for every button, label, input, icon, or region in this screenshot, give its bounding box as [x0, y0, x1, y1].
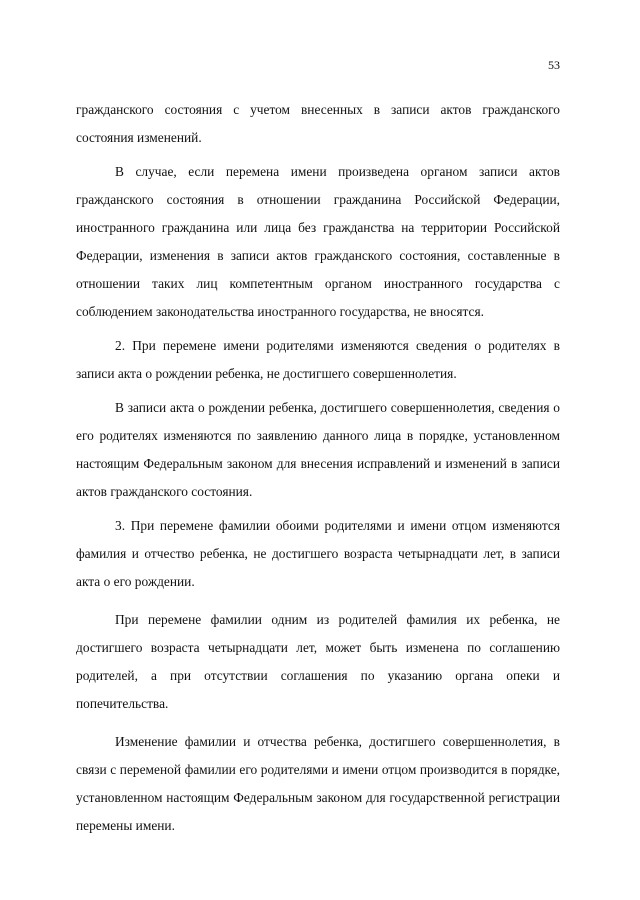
paragraph-one-parent-surname: При перемене фамилии одним из родителей фамилия их ребенка, не достигшего возраста четырнадцати лет, может быть изменена по соглашению родителей, а при отсутствии соглашения по указанию органа опеки и попечительства.	[76, 612, 560, 711]
paragraph-name-change-foreign: В случае, если перемена имени произведена органом записи актов гражданского состояния в отношении гражданина Российской Федерации, иностранного гражданина или лица без гражданства на территории Российской Федерации, изменения в записи актов гражданского состояния, составленные в отношении таких лиц компетентным органом иностранного государства с соблюдением законодательства иностранного государства, не вносятся.	[76, 164, 560, 319]
paragraph-adult-surname-change: Изменение фамилии и отчества ребенка, достигшего совершеннолетия, в связи с переменой фамилии его родителями и имени отцом производится в порядке, установленном настоящим Федеральным законом для государственной регистрации перемены имени.	[76, 734, 560, 833]
document-body	[76, 96, 560, 840]
paragraph-item-3: 3. При перемене фамилии обоими родителями и имени отцом изменяются фамилия и отчество ребенка, не достигшего возраста четырнадцати лет, в записи акта о его рождении.	[76, 518, 560, 589]
paragraph-adult-child-parents: В записи акта о рождении ребенка, достигшего совершеннолетия, сведения о его родителях изменяются по заявлению данного лица в порядке, установленном настоящим Федеральным законом для внесения исправлений и изменений в записи актов гражданского состояния.	[76, 400, 560, 499]
page-number: 53	[548, 58, 560, 72]
paragraph-item-2: 2. При перемене имени родителями изменяются сведения о родителях в записи акта о рождении ребенка, не достигшего совершеннолетия.	[76, 338, 560, 381]
paragraph-continuation: гражданского состояния с учетом внесенных в записи актов гражданского состояния изменений.	[76, 102, 560, 145]
